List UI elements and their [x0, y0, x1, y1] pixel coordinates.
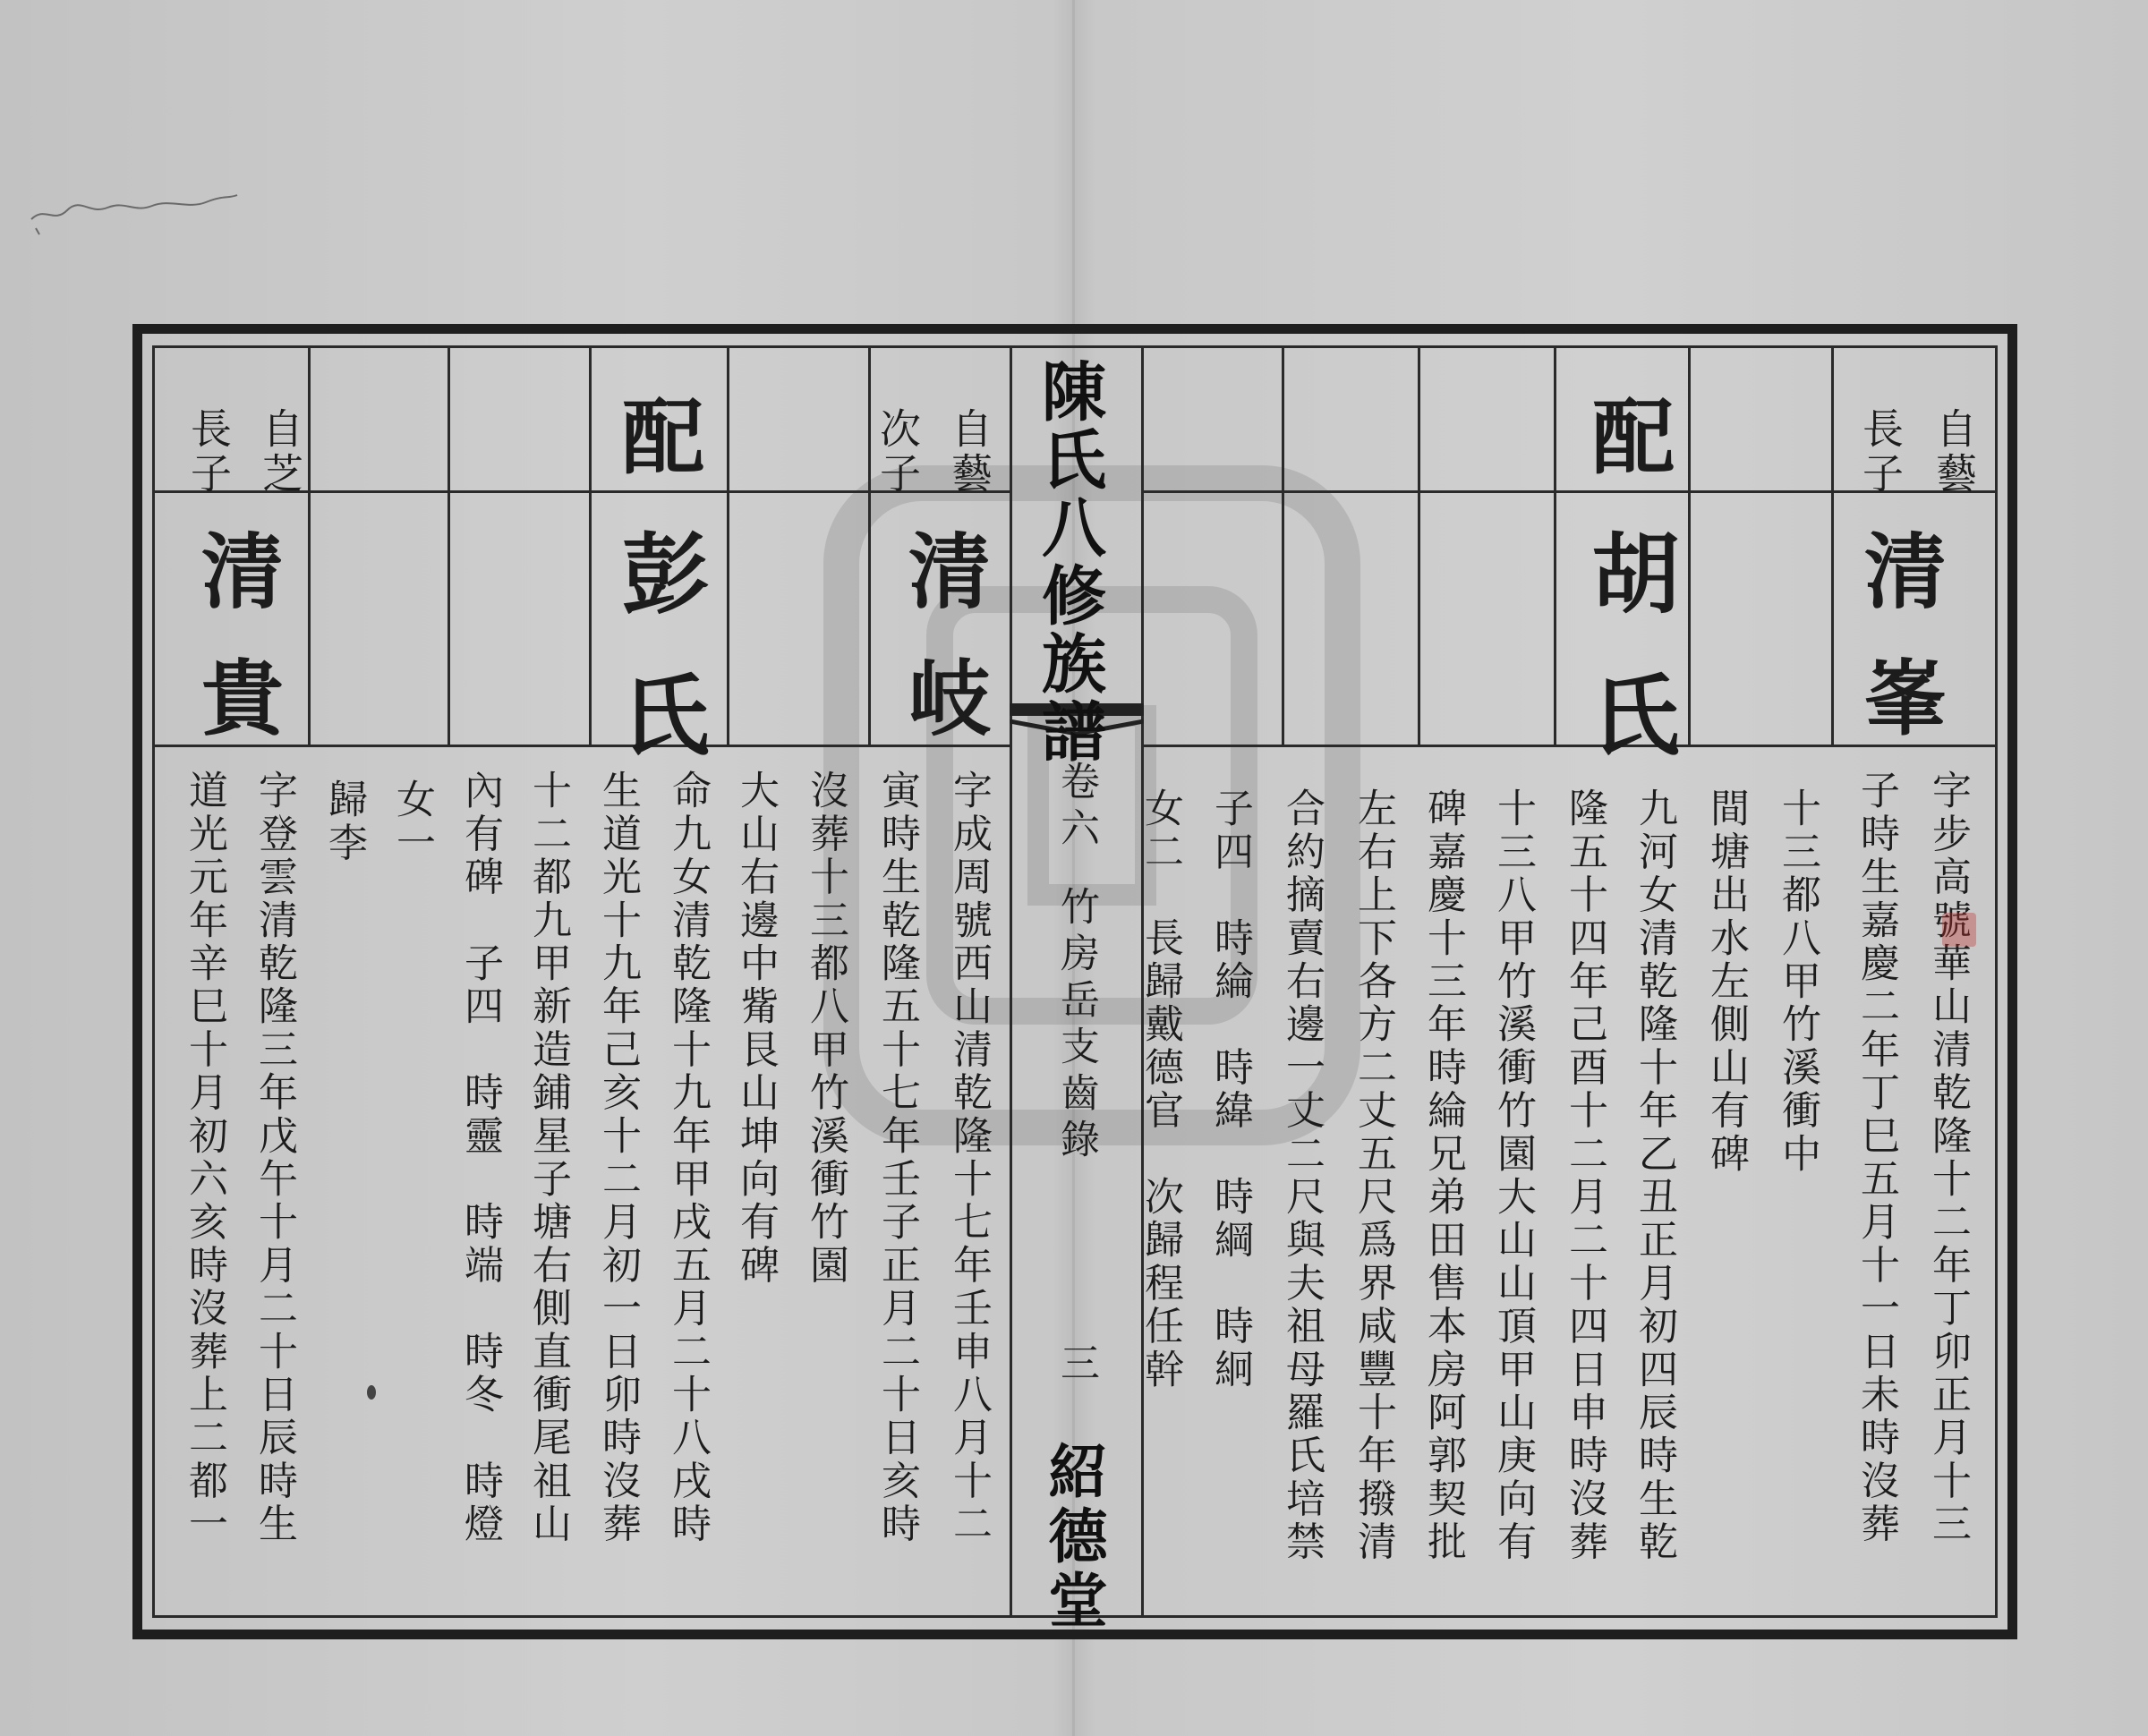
- hall-name: 紹德堂: [1038, 1441, 1108, 1634]
- son-rank: 長子: [1856, 407, 1905, 497]
- spouse-label: 配: [609, 394, 705, 521]
- bio-line: 女二 長歸戴德官 次歸程任幹: [1138, 787, 1183, 1391]
- bio-line: 間塘出水左側山有碑: [1703, 787, 1749, 1176]
- bio-line: 碑嘉慶十三年時綸兄弟田售本房阿郭契批: [1420, 787, 1466, 1564]
- person-name: 清峯: [1851, 528, 1948, 782]
- col-rule: [1688, 345, 1691, 745]
- col-rule: [589, 345, 592, 745]
- father-name: 自藝: [1930, 407, 1978, 497]
- margin-scribble: [27, 179, 242, 242]
- father-name: 自芝: [256, 407, 304, 497]
- bio-line: 子時生嘉慶二年丁巳五月十一日未時沒葬: [1854, 770, 1899, 1546]
- col-rule: [448, 345, 450, 745]
- father-name: 自藝: [945, 407, 993, 497]
- bio-line: 內有碑 子四 時靈 時端 時冬 時燈: [457, 770, 503, 1546]
- bio-line: 子四 時綸 時緯 時綱 時絅: [1207, 787, 1253, 1391]
- book-title: 陳氏八修族譜: [1031, 358, 1107, 766]
- bio-line: 合約摘賣右邊一丈二尺與夫祖母羅氏培禁: [1279, 787, 1325, 1564]
- col-rule: [1418, 345, 1420, 745]
- bio-line: 生道光十九年己亥十二月初一日卯時沒葬: [595, 770, 641, 1546]
- person-name: 清貴: [188, 528, 285, 782]
- bio-line: 沒葬十三都八甲竹溪衝竹園: [803, 770, 848, 1288]
- col-rule: [868, 345, 871, 745]
- bio-line: 寅時生乾隆五十七年壬子正月二十日亥時: [874, 770, 920, 1546]
- bio-line: 字成周號西山清乾隆十七年壬申八月十二: [946, 770, 992, 1546]
- bio-line: 十二都九甲新造鋪星子塘右側直衝尾祖山: [525, 770, 571, 1546]
- bio-line: 十三都八甲竹溪衝中: [1775, 787, 1820, 1176]
- bio-line: 九河女清乾隆十年乙丑正月初四辰時生乾: [1632, 787, 1677, 1564]
- volume-number: 卷六: [1053, 761, 1099, 854]
- bio-line: 歸李: [321, 779, 367, 865]
- red-seal-stamp: [1942, 913, 1976, 947]
- bio-line: 隆五十四年己酉十二月二十四日申時沒葬: [1562, 787, 1607, 1564]
- bio-line: 道光元年辛巳十月初六亥時沒葬上二都一: [182, 770, 227, 1546]
- col-rule: [308, 345, 311, 745]
- person-name: 清岐: [895, 528, 992, 782]
- bio-line: 命九女清乾隆十九年甲戌五月二十八戌時: [665, 770, 711, 1546]
- ink-mark: [367, 1385, 376, 1400]
- bio-line: 十三八甲竹溪衝竹園大山山頂甲山庚向有: [1490, 787, 1536, 1564]
- son-rank: 長子: [184, 407, 233, 497]
- spine-rule-left: [1010, 345, 1012, 1618]
- bio-line: 字步高號華山清乾隆十二年丁卯正月十三: [1925, 770, 1971, 1546]
- col-rule: [1282, 345, 1284, 745]
- spouse-name: 彭氏: [607, 528, 710, 811]
- spouse-name: 胡氏: [1577, 528, 1680, 811]
- col-rule: [1831, 345, 1834, 745]
- section-title: 竹房岳支齒錄: [1053, 886, 1099, 1165]
- son-rank: 次子: [874, 407, 922, 497]
- col-rule: [1554, 345, 1556, 745]
- col-rule: [727, 345, 729, 745]
- bio-line: 左右上下各方二丈五尺爲界咸豐十年撥清: [1351, 787, 1396, 1564]
- bio-line: 大山右邊中觜艮山坤向有碑: [733, 770, 779, 1288]
- spouse-label: 配: [1579, 394, 1675, 521]
- bio-line: 女一: [389, 779, 435, 865]
- page-number: 三: [1053, 1342, 1099, 1389]
- bio-line: 字登雲清乾隆三年戊午十月二十日辰時生: [251, 770, 297, 1546]
